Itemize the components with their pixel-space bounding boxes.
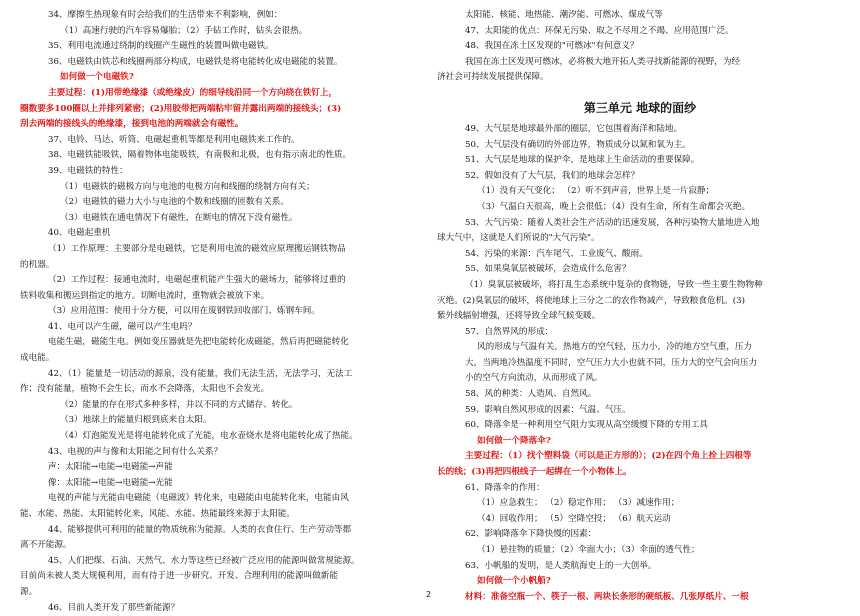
text-line: 60、降落伞是一种利用空气阻力实现从高空缓慢下降的专用工具 xyxy=(465,420,708,431)
text-line: （3）地球上的能量归根到底来自太阳。 xyxy=(60,415,212,426)
text-line: （2）能量的存在形式多种多样，并以不同的方式储存、转化。 xyxy=(60,399,298,410)
page-number: 2 xyxy=(426,590,432,599)
text-line: 成电能。 xyxy=(20,353,55,364)
text-line: （2）电磁铁的磁力大小与电池的个数和线圈的匝数有关系。 xyxy=(60,197,289,208)
text-line: 38、电磁铁能吸铁，隔着物体电能吸铁，有南极和北极，也有指示南北的性质。 xyxy=(48,150,352,161)
text-line: 59、影响自然风形成的因素：气温、气压。 xyxy=(465,404,631,415)
text-line: 45、人们把煤、石油、天然气、水力等这些已经被广泛应用的能源叫做常规能源。 xyxy=(48,555,360,566)
text-line: （3）电磁铁在通电情况下有磁性，在断电的情况下没有磁性。 xyxy=(60,212,298,223)
text-line: 的机器。 xyxy=(20,259,55,270)
text-line: （1）没有天气变化； （2）听不到声音，世界上是一片寂静； xyxy=(477,186,715,197)
text-line: 主要过程：(1)用带绝缘漆（或绝缘皮）的细导线沿同一个方向绕在铁钉上， xyxy=(48,87,338,98)
text-line: 刮去两端的接线头的绝缘漆，接到电池的两端就会有磁性。 xyxy=(20,119,244,130)
text-line: 63、小帆船的发明，是人类航海史上的一大创举。 xyxy=(465,560,657,571)
text-line: 如何做一个电磁铁? xyxy=(60,72,134,83)
text-line: 济社会可持续发展提供保障。 xyxy=(437,72,549,83)
text-line: 材料：准备空瓶一个、筷子一根、两块长条形的硬纸板、几张厚纸片、一根 xyxy=(465,591,749,602)
text-line: （1）工作原理：主要部分是电磁铁，它是利用电流的磁效应原理搬运钢铁物品 xyxy=(48,243,346,254)
text-line: （3）应用范围：使用十分方便，可以用在废钢铁回收部门、炼钢车间。 xyxy=(48,306,320,317)
right-column-top xyxy=(437,8,843,86)
text-line: 52、假如没有了大气层，我们的地球会怎样？ xyxy=(465,170,640,181)
text-line: 57、自然界风的形成： xyxy=(465,326,554,337)
text-line: 43、电视的声与像和太阳能之间有什么关系？ xyxy=(48,446,223,457)
text-line: 44、能够提供可利用的能量的物质统称为能源。人类的衣食住行、生产劳动等都 xyxy=(48,524,352,535)
text-line: 铁料收集和搬运到指定的地方。切断电流时，重物就会被放下来。 xyxy=(20,290,270,301)
text-line: 圈数要多100圈以上并排列紧密；(2)用胶带把两端粘牢留并露出两端的接线头；(3) xyxy=(20,103,342,114)
text-line: 51、大气层是地球的保护伞，是地球上生命活动的重要保障。 xyxy=(465,155,700,166)
text-line: 58、风的种类：人造风、自然风。 xyxy=(465,389,597,400)
text-line: 55、如果臭氧层被破坏，会造成什么危害？ xyxy=(465,264,631,275)
text-line: 离不开能源。 xyxy=(20,540,72,551)
text-line: （4）灯泡能发光是将电能转化成了光能，电水壶烧水是将电能转化成了热能。 xyxy=(60,431,358,442)
right-column-bottom xyxy=(437,122,843,605)
text-line: 小的空气方向流动，从而形成了风。 xyxy=(465,373,603,384)
text-line: 太阳能、核能、地热能、潮汐能、可燃冰、煤成气等 xyxy=(465,10,663,20)
text-line: 49、大气层是地球最外部的圈层，它包围着海洋和陆地。 xyxy=(465,123,683,134)
text-line: 风的形成与气温有关，热地方的空气轻，压力小，冷的地方空气重，压力 xyxy=(477,342,753,353)
text-line: 如何做一个降落伞? xyxy=(477,435,551,446)
text-line: 电能生磁，磁能生电。例如变压器就是先把电能转化成磁能，然后再把磁能转化 xyxy=(48,337,349,348)
text-line: 54、污染的来源：汽车尾气、工业废气、酸雨。 xyxy=(465,248,648,259)
text-line: （4）回收作用； （5）空降空投； （6）航天运动 xyxy=(477,513,671,524)
text-line: （1）悬挂物的质量；（2）伞面大小；（3）伞面的透气性； xyxy=(477,545,700,555)
text-line: （2）工作过程：接通电流时，电磁起重机能产生强大的磁场力，能够将过重的 xyxy=(48,275,346,286)
text-line: 39、电磁铁的特性： xyxy=(48,165,128,176)
text-line: （1）电磁铁的磁极方向与电池的电极方向和线圈的绕制方向有关； xyxy=(60,181,315,192)
text-line: 长的线；(3)再把四根线子一起绑在一个小物体上。 xyxy=(437,467,632,478)
text-line: 大，当两地冷热温度不同时，空气压力大小也就不同，压力大的空气会向压力 xyxy=(465,357,758,368)
text-line: 47、太阳能的优点：环保无污染、取之不尽用之不竭、应用范围广泛。 xyxy=(465,25,734,36)
left-column xyxy=(20,8,420,616)
text-line: 34、摩擦生热现象有时会给我们的生活带来不利影响，例如： xyxy=(48,10,283,20)
text-line: 紫外线辐射增强，还将导致全球气候变暖。 xyxy=(437,311,601,322)
text-line: 如何做一个小帆船? xyxy=(477,576,551,587)
text-line: 50、大气层没有确切的外部边界，物质成分以氮和氧为主。 xyxy=(465,139,691,150)
text-line: 36、电磁铁由铁芯和线圈两部分构成，电磁铁是将电能转化成电磁能的装置。 xyxy=(48,56,343,67)
text-line: 48、我国在冻土区发现的"可燃冰"有何意义？ xyxy=(465,41,639,52)
text-line: 球大气中，这就是人们所说的"大气污染"。 xyxy=(437,233,600,244)
text-line: 53、大气污染：随着人类社会生产活动的迅速发展，各种污染物大量地进入地 xyxy=(465,217,760,228)
text-line: 源。 xyxy=(20,586,38,597)
text-line: 我国在冻土区发现可燃冰，必将极大地开拓人类寻找新能源的视野，为经 xyxy=(465,56,741,67)
text-line: 像：太阳能→电能→电磁能→光能 xyxy=(48,477,173,488)
text-line: 电视的声能与光能由电磁能（电磁波）转化来，电磁能由电能转化来，电能由风 xyxy=(48,493,349,504)
text-line: 40、电磁起重机 xyxy=(48,228,111,239)
text-line: 62、影响降落伞下降快慢的因素： xyxy=(465,529,597,540)
right-column xyxy=(437,8,843,605)
text-line: （3）气温白天很高，晚上会很低；（4）没有生命，所有生命都会灭绝。 xyxy=(477,201,751,212)
text-line: 主要过程：（1）找个塑料袋（可以是正方形的）；(2)在四个角上拴上四根等 xyxy=(465,451,752,462)
unit-title: 第三单元 地球的面纱 xyxy=(583,100,697,115)
text-line: 声：太阳能→电能→电磁能→声能 xyxy=(48,462,173,473)
text-line: 目前尚未被人类大规模利用，而有待于进一步研究、开发、合理利用的能源叫做新能 xyxy=(20,571,338,582)
text-line: 35、利用电流通过绕制的线圈产生磁性的装置叫做电磁铁。 xyxy=(48,41,274,52)
text-line: 42、（1）能量是一切活动的源泉，没有能量，我们无法生活，无法学习，无法工 xyxy=(48,368,353,379)
text-line: 作；没有能量，植物不会生长，而水不会降落，太阳也不会发光。 xyxy=(20,384,270,395)
text-line: 37、电铃、马达、听筒、电磁起重机等都是利用电磁铁来工作的。 xyxy=(48,134,300,145)
text-line: 41、电可以产生磁，磁可以产生电吗？ xyxy=(48,321,197,332)
text-line: 灭绝。(2)臭氧层的破坏，将使地球上三分之二的农作物减产，导致粮食危机。(3) xyxy=(437,295,745,306)
text-line: 61、降落伞的作用： xyxy=(465,482,545,493)
text-line: 46、目前人类开发了那些新能源？ xyxy=(48,602,180,613)
text-line: （1）臭氧层被破坏，将打乱生态系统中复杂的食物链，导致一些主要生物物种 xyxy=(465,279,763,290)
text-line: 能、水能、热能、太阳能转化来，风能、水能、热能最终来源于太阳能。 xyxy=(20,509,296,519)
text-line: （1）高速行驶的汽车容易爆胎；（2）手钻工作时，钻头会很热。 xyxy=(60,25,308,36)
text-line: （1）应急救生； （2）稳定作用； （3）减速作用； xyxy=(477,498,680,509)
